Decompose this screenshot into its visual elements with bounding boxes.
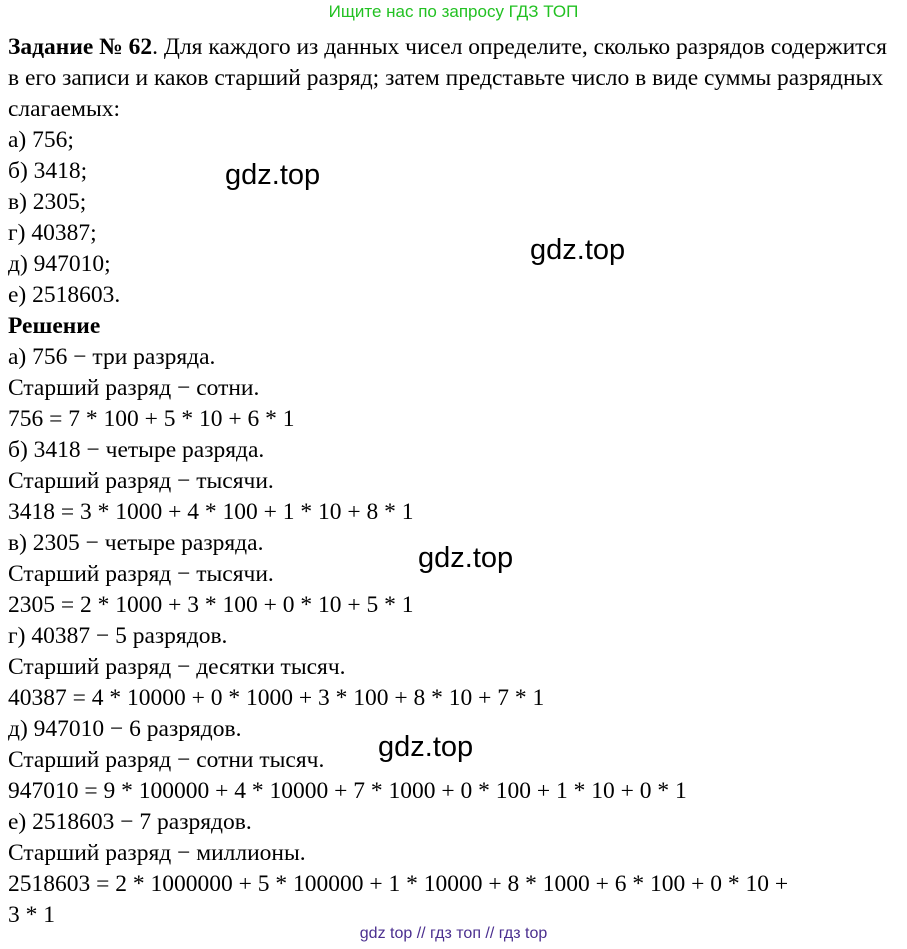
solution-line: г) 40387 − 5 разрядов. xyxy=(8,623,228,649)
search-banner: Ищите нас по запросу ГДЗ ТОП xyxy=(328,2,579,21)
task-items xyxy=(8,125,903,311)
solution-line: Старший разряд − сотни тысяч. xyxy=(8,747,325,773)
task-item: в) 2305; xyxy=(8,189,87,215)
solution-line: Старший разряд − десятки тысяч. xyxy=(8,654,346,680)
watermark: gdz.top xyxy=(225,159,321,191)
footer-banner: gdz top // гдз топ // гдз top xyxy=(359,925,548,942)
watermark: gdz.top xyxy=(418,542,514,574)
solution-line: Старший разряд − тысячи. xyxy=(8,561,274,587)
watermark: gdz.top xyxy=(530,234,626,266)
solution-line: 2305 = 2 * 1000 + 3 * 100 + 0 * 10 + 5 * 1 xyxy=(8,592,414,618)
task-item: б) 3418; xyxy=(8,158,88,184)
solution-line: 3 * 1 xyxy=(8,902,55,928)
task-item: а) 756; xyxy=(8,127,74,153)
task-item: д) 947010; xyxy=(8,251,111,277)
task-item: е) 2518603. xyxy=(8,282,121,308)
watermark: gdz.top xyxy=(378,731,474,763)
solution-line: 3418 = 3 * 1000 + 4 * 100 + 1 * 10 + 8 * 1 xyxy=(8,499,414,525)
solution-line: Старший разряд − миллионы. xyxy=(8,840,306,866)
solution-line: 947010 = 9 * 100000 + 4 * 10000 + 7 * 1000 + 0 * 100 + 1 * 10 + 0 * 1 xyxy=(8,778,687,804)
solution-lines xyxy=(8,342,903,931)
solution-heading: Решение xyxy=(8,313,101,339)
task-content xyxy=(8,32,903,931)
task-number: Задание № 62 xyxy=(8,34,153,60)
solution-line: 40387 = 4 * 10000 + 0 * 1000 + 3 * 100 + 8 * 10 + 7 * 1 xyxy=(8,685,545,711)
solution-line: д) 947010 − 6 разрядов. xyxy=(8,716,242,742)
task-statement xyxy=(8,32,903,125)
solution-line: Старший разряд − сотни. xyxy=(8,375,260,401)
solution-line: 2518603 = 2 * 1000000 + 5 * 100000 + 1 * 10000 + 8 * 1000 + 6 * 100 + 0 * 10 + xyxy=(8,871,789,897)
solution-line: а) 756 − три разряда. xyxy=(8,344,216,370)
solution-line: б) 3418 − четыре разряда. xyxy=(8,437,265,463)
solution-line: е) 2518603 − 7 разрядов. xyxy=(8,809,252,835)
task-text: . Для каждого из данных чисел определите, сколько разрядов содержится в его записи и каков старший разряд; затем представьте число в виде суммы разрядных слагаемых: xyxy=(8,34,887,122)
solution-line: Старший разряд − тысячи. xyxy=(8,468,274,494)
solution-line: 756 = 7 * 100 + 5 * 10 + 6 * 1 xyxy=(8,406,295,432)
task-item: г) 40387; xyxy=(8,220,97,246)
solution-line: в) 2305 − четыре разряда. xyxy=(8,530,264,556)
